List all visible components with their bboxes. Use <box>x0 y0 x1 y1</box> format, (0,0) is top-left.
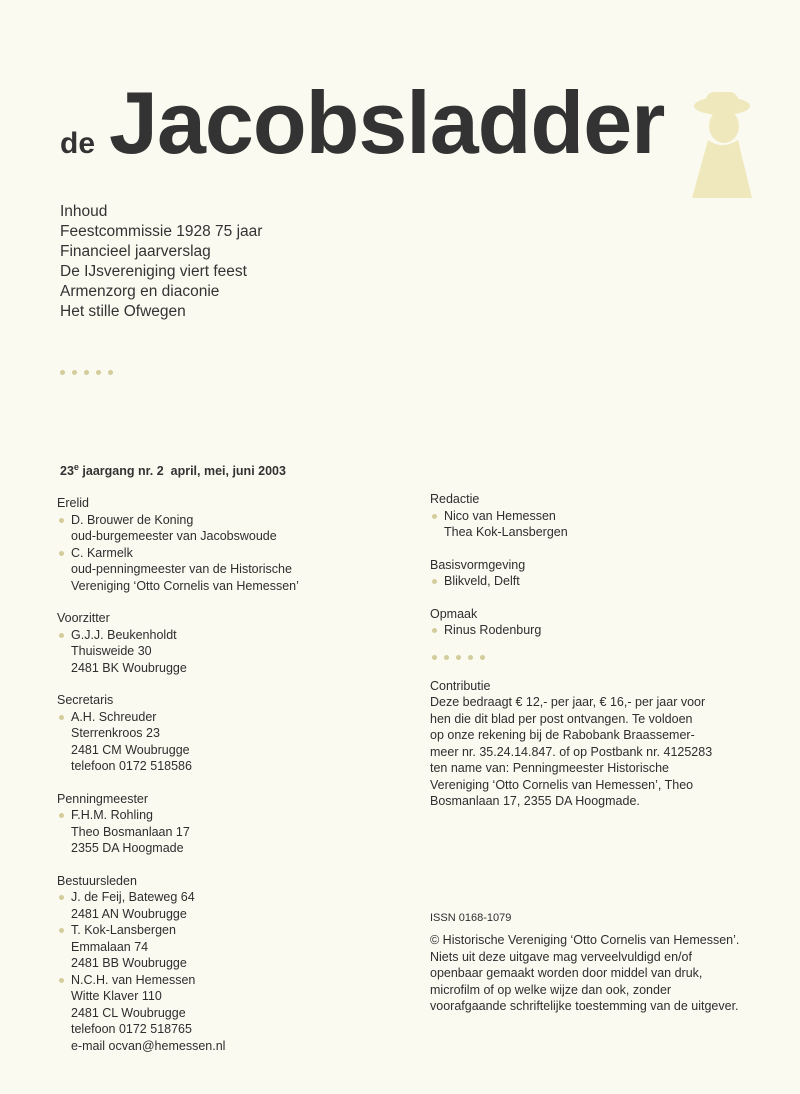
bullet-icon <box>432 628 437 633</box>
section-redactie <box>430 491 780 541</box>
paragraph-line: Deze bedraagt € 12,- per jaar, € 16,- per jaar voor <box>430 695 706 709</box>
entry-line: N.C.H. van Hemessen <box>71 972 196 987</box>
entry-line: G.J.J. Beukenholdt <box>71 627 177 642</box>
email-line: e-mail ocvan@hemessen.nl <box>71 1038 226 1053</box>
bullet-icon <box>59 518 64 523</box>
toc-item: Feestcommissie 1928 75 jaar <box>60 223 263 240</box>
toc-item: Armenzorg en diaconie <box>60 283 220 300</box>
bullet-icon <box>59 715 64 720</box>
entry-line: Blikveld, Delft <box>444 574 520 588</box>
entry-line: C. Karmelk <box>71 545 133 560</box>
divider-dots <box>432 655 780 660</box>
entry-line: Nico van Hemessen <box>444 508 556 523</box>
entry-line: 2481 CL Woubrugge <box>71 1005 186 1020</box>
person-entry <box>57 922 387 972</box>
dot-icon <box>72 370 77 375</box>
bullet-icon <box>59 551 64 556</box>
paragraph-line: ten name van: Penningmeester Historische <box>430 761 670 775</box>
dot-icon <box>60 370 65 375</box>
paragraph-line: © Historische Vereniging ‘Otto Cornelis van Hemessen’. <box>430 933 740 947</box>
section-opmaak <box>430 606 780 639</box>
toc-heading: Inhoud <box>60 203 108 220</box>
issue-number: 23 <box>60 464 74 479</box>
issn: ISSN 0168-1079 <box>430 911 512 924</box>
bullet-icon <box>59 928 64 933</box>
entry-line: telefoon 0172 518765 <box>71 1022 192 1036</box>
paragraph-line: meer nr. 35.24.14.847. of op Postbank nr. 4125283 <box>430 744 713 759</box>
dot-icon <box>108 370 113 375</box>
issue-info <box>60 462 286 478</box>
dot-icon <box>84 370 89 375</box>
section-penningmeester <box>57 791 387 857</box>
section-bestuursleden <box>57 873 387 1055</box>
dot-icon <box>456 655 461 660</box>
entry-line: telefoon 0172 518586 <box>71 759 192 773</box>
copyright-notice <box>430 932 780 1015</box>
section-heading: Secretaris <box>57 693 114 707</box>
colophon-left-column <box>57 495 387 1070</box>
dot-icon <box>480 655 485 660</box>
bullet-icon <box>59 633 64 638</box>
person-entry <box>430 573 780 590</box>
entry-line: 2481 BK Woubrugge <box>71 660 187 675</box>
divider-dots <box>60 370 113 375</box>
section-heading: Bestuursleden <box>57 873 137 888</box>
entry-line: 2481 AN Woubrugge <box>71 906 187 921</box>
entry-line: Thuisweide 30 <box>71 644 152 658</box>
entry-line: Sterrenkroos 23 <box>71 726 160 740</box>
person-entry <box>430 508 780 541</box>
dot-icon <box>444 655 449 660</box>
dot-icon <box>432 655 437 660</box>
person-entry <box>57 709 387 775</box>
entry-line: 2355 DA Hoogmade <box>71 841 184 855</box>
person-entry <box>57 627 387 677</box>
portrait-emblem-icon <box>686 88 758 198</box>
dot-icon <box>96 370 101 375</box>
person-entry <box>57 545 387 595</box>
section-voorzitter <box>57 610 387 676</box>
spacer <box>430 826 780 910</box>
section-heading: Erelid <box>57 496 89 510</box>
entry-line: Rinus Rodenburg <box>444 623 542 637</box>
toc-item: Het stille Ofwegen <box>60 303 186 320</box>
person-entry <box>57 972 387 1055</box>
section-secretaris <box>57 692 387 775</box>
masthead-prefix: de <box>60 127 96 160</box>
entry-line: Theo Bosmanlaan 17 <box>71 824 190 839</box>
entry-line: D. Brouwer de Koning <box>71 512 194 527</box>
entry-line: 2481 BB Woubrugge <box>71 956 187 970</box>
paragraph-line: voorafgaande schriftelijke toestemming van de uitgever. <box>430 999 739 1013</box>
table-of-contents <box>60 202 262 322</box>
entry-line: oud-burgemeester van Jacobswoude <box>71 529 277 543</box>
section-heading: Opmaak <box>430 606 478 621</box>
paragraph-line: Niets uit deze uitgave mag verveelvuldigd en/of <box>430 949 692 964</box>
paragraph-line: openbaar gemaakt worden door middel van druk, <box>430 966 703 980</box>
bullet-icon <box>59 813 64 818</box>
person-entry <box>430 622 780 639</box>
entry-line: Thea Kok-Lansbergen <box>444 525 568 539</box>
entry-line: F.H.M. Rohling <box>71 808 153 822</box>
issue-details: jaargang nr. 2 april, mei, juni 2003 <box>78 464 286 479</box>
paragraph-line: op onze rekening bij de Rabobank Braassemer- <box>430 728 695 742</box>
masthead <box>60 72 664 174</box>
entry-line: Vereniging ‘Otto Cornelis van Hemessen’ <box>71 578 299 593</box>
bullet-icon <box>432 514 437 519</box>
section-erelid <box>57 495 387 594</box>
paragraph-line: microfilm of op welke wijze dan ook, zonder <box>430 982 672 997</box>
paragraph-line: hen die dit blad per post ontvangen. Te voldoen <box>430 711 693 726</box>
masthead-title: Jacobsladder <box>109 73 665 172</box>
colophon-right-column <box>430 491 780 1015</box>
issue-number-suffix: e <box>73 462 79 472</box>
section-contributie <box>430 678 780 810</box>
bullet-icon <box>59 978 64 983</box>
section-heading: Redactie <box>430 492 480 506</box>
entry-line: T. Kok-Lansbergen <box>71 923 176 937</box>
entry-line: Emmalaan 74 <box>71 939 149 954</box>
bullet-icon <box>432 579 437 584</box>
entry-line: oud-penningmeester van de Historische <box>71 562 292 576</box>
entry-line: Witte Klaver 110 <box>71 989 162 1003</box>
section-basisvormgeving <box>430 557 780 590</box>
person-entry <box>57 889 387 922</box>
section-heading: Contributie <box>430 678 491 693</box>
entry-line: 2481 CM Woubrugge <box>71 742 190 757</box>
toc-item: De IJsvereniging viert feest <box>60 263 247 280</box>
dot-icon <box>468 655 473 660</box>
paragraph-line: Vereniging ‘Otto Cornelis van Hemessen’, Theo <box>430 777 694 792</box>
paragraph-line: Bosmanlaan 17, 2355 DA Hoogmade. <box>430 794 640 808</box>
toc-item: Financieel jaarverslag <box>60 243 211 260</box>
bullet-icon <box>59 895 64 900</box>
section-heading: Basisvormgeving <box>430 557 526 572</box>
entry-line: J. de Feij, Bateweg 64 <box>71 890 195 904</box>
section-heading: Penningmeester <box>57 791 149 806</box>
section-heading: Voorzitter <box>57 611 110 625</box>
person-entry <box>57 807 387 857</box>
person-entry <box>57 512 387 545</box>
entry-line: A.H. Schreuder <box>71 709 157 724</box>
